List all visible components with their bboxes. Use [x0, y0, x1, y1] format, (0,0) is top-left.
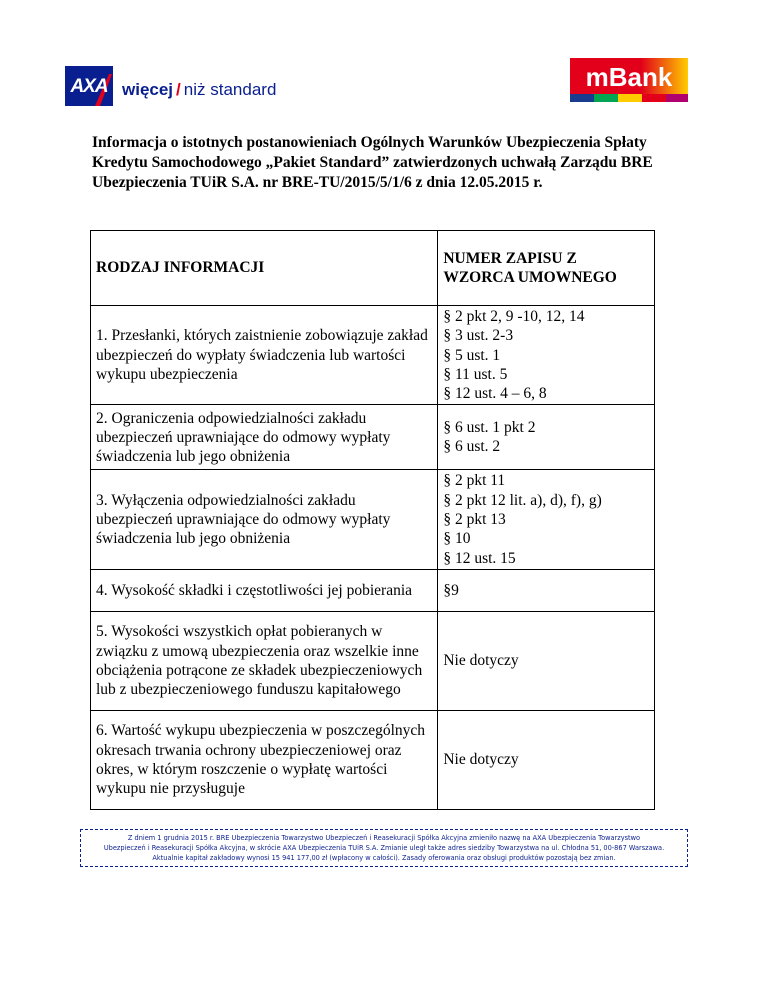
refs-cell: [438, 306, 655, 405]
ref-line: § 3 ust. 2-3: [443, 327, 514, 345]
ref-line: § 2 pkt 13: [443, 511, 506, 529]
tagline-strong: więcej: [122, 80, 174, 99]
footer-line: Ubezpieczeń i Reasekuracji Spółka Akcyjna, w skrócie AXA Ubezpieczenia TUiR S.A. Zmianie uległ także adres siedziby Towarzystwa na ul. Chłodna 51, 00-867 Warszawa.: [103, 844, 665, 852]
info-cell: 6. Wartość wykupu ubezpieczenia w poszczególnych okresach trwania ochrony ubezpieczeniowej oraz okres, w którym roszczenie o wypłatę wartości wykupu nie przysługuje: [91, 710, 438, 809]
refs-cell: [438, 710, 655, 809]
ref-line: § 12 ust. 4 – 6, 8: [443, 385, 547, 403]
table-row: [91, 611, 655, 710]
tagline-rest: niż standard: [183, 80, 277, 99]
document-title: Informacja o istotnych postanowieniach Ogólnych Warunków Ubezpieczenia Spłaty Kredytu Samochodowego „Pakiet Standard” zatwierdzonych uchwałą Zarządu BRE Ubezpieczenia TUiR S.A. nr BRE-TU/2015/5/1/6 z dnia 12.05.2015 r.: [92, 134, 653, 191]
table-header-row: [91, 231, 655, 306]
table-row: [91, 470, 655, 569]
mbank-logo-text: mBank: [585, 62, 673, 92]
information-table: [90, 230, 655, 810]
axa-logo-text: AXA: [70, 76, 108, 97]
info-cell: 4. Wysokość składki i częstotliwości jej pobierania: [91, 569, 438, 611]
mbank-logo: [570, 58, 688, 102]
refs-cell: [438, 470, 655, 569]
ref-line: § 2 pkt 12 lit. a), d), f), g): [443, 491, 602, 509]
refs-cell: [438, 569, 655, 611]
header-reference: NUMER ZAPISU Z WZORCA UMOWNEGO: [438, 231, 655, 306]
axa-logo: [65, 66, 113, 106]
footer-line: Aktualnie kapitał zakładowy wynosi 15 941 177,00 zł (wpłacony w całości). Zasady oferowania oraz obsługi produktów pozostają bez zmian.: [152, 854, 616, 862]
table-row: [91, 405, 655, 470]
mbank-color-stripe: [570, 94, 688, 102]
ref-line: § 2 pkt 11: [443, 472, 506, 490]
ref-line: § 10: [443, 530, 471, 548]
info-cell: 2. Ograniczenia odpowiedzialności zakładu ubezpieczeń uprawniające do odmowy wypłaty świadczenia lub jego obniżenia: [91, 405, 438, 470]
ref-line: § 6 ust. 1 pkt 2: [443, 419, 536, 437]
info-cell: 3. Wyłączenia odpowiedzialności zakładu ubezpieczeń uprawniające do odmowy wypłaty świadczenia lub jego obniżenia: [91, 470, 438, 569]
refs-cell: [438, 611, 655, 710]
tagline-slash-icon: /: [176, 80, 181, 99]
ref-line: § 5 ust. 1: [443, 346, 501, 364]
ref-line: § 2 pkt 2, 9 -10, 12, 14: [443, 308, 585, 325]
ref-line: Nie dotyczy: [443, 751, 519, 769]
table-row: [91, 710, 655, 809]
ref-line: § 11 ust. 5: [443, 365, 508, 383]
ref-line: §9: [443, 581, 459, 599]
info-cell: 5. Wysokości wszystkich opłat pobieranych w związku z umową ubezpieczenia oraz wszelkie inne obciążenia potrącone ze składek ubezpieczeniowych lub z ubezpieczeniowego funduszu kapitałowego: [91, 611, 438, 710]
ref-line: Nie dotyczy: [443, 652, 519, 670]
axa-tagline: [122, 80, 276, 100]
header-info-type: RODZAJ INFORMACJI: [91, 231, 438, 306]
refs-cell: [438, 405, 655, 470]
info-cell: 1. Przesłanki, których zaistnienie zobowiązuje zakład ubezpieczeń do wypłaty świadczenia lub wartości wykupu ubezpieczenia: [91, 306, 438, 405]
footer-line: Z dniem 1 grudnia 2015 r. BRE Ubezpieczenia Towarzystwo Ubezpieczeń i Reasekuracji Spółka Akcyjna zmieniło nazwę na AXA Ubezpieczenia Towarzystwo: [127, 834, 641, 842]
table-row: [91, 306, 655, 405]
ref-line: § 6 ust. 2: [443, 438, 501, 456]
footer-notice: [80, 829, 688, 867]
table-row: [91, 569, 655, 611]
ref-line: § 12 ust. 15: [443, 549, 516, 567]
